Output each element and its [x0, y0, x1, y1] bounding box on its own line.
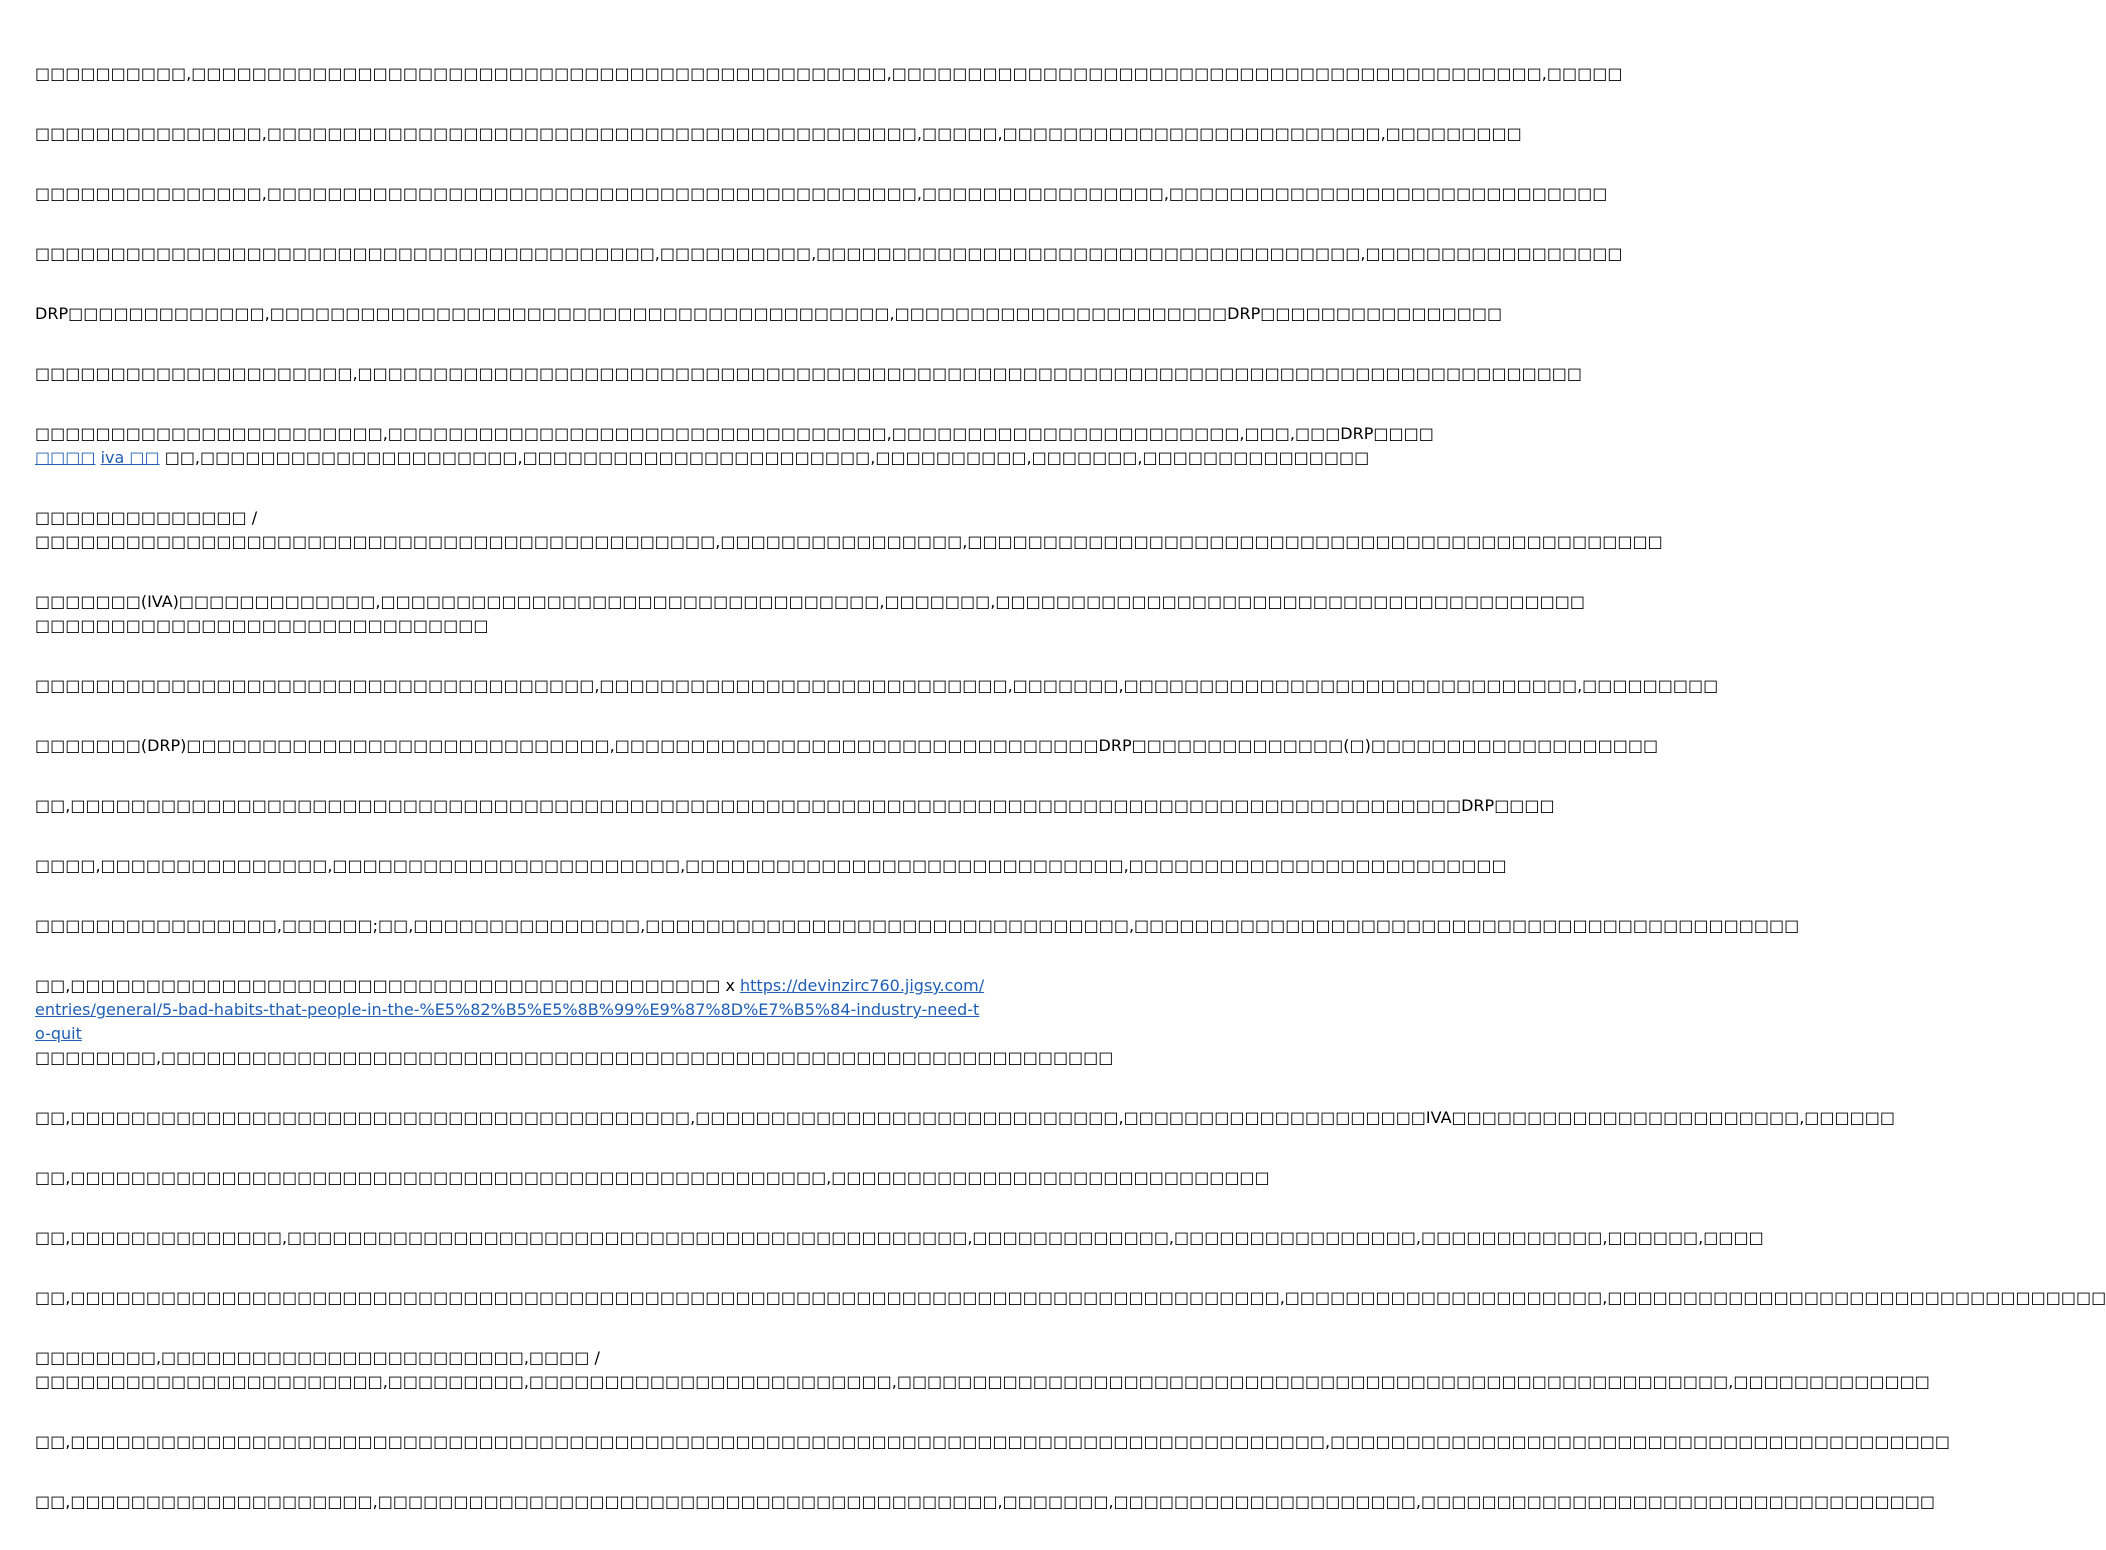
- paragraph-text: □□□□,□□□□□□□□□□□□□□□,□□□□□□□□□□□□□□□□□□□□□□□,□□□□□□□□□□□□□□□□□□□□□□□□□□□□□,□□□□□□□□□□□□□□□□□□□□□□□□□: [35, 856, 1507, 875]
- paragraph-12: [35, 794, 1555, 818]
- paragraph-13: [35, 854, 1507, 878]
- paragraph-1: [35, 62, 1623, 86]
- inline-link[interactable]: □□□□: [35, 448, 96, 467]
- paragraph-text: □□□□□□□□□□□□□□□,□□□□□□□□□□□□□□□□□□□□□□□□□□□□□□□□□□□□□□□□□□□,□□□□□□□□□□□□□□□□,□□□□□□□□□□□□□□□□□□□□□□□□□□□□□: [35, 184, 1608, 203]
- url-link[interactable]: https://devinzirc760.jigsy.com/entries/general/5-bad-habits-that-people-in-the-%E5%82%B5%E5%8B%99%E9%87%8D%E7%B5%84-industry-need-to-quit: [35, 976, 985, 1043]
- paragraph-text: □□,□□□□□□□□□□□□□□□□□□□□□,□□□□□□□□□□□□□□□□□□□□□□□,□□□□□□□□□□,□□□□□□□,□□□□□□□□□□□□□□□: [159, 448, 1370, 467]
- paragraph-text: DRP□□□□□□□□□□□□□,□□□□□□□□□□□□□□□□□□□□□□□□□□□□□□□□□□□□□□□□□,□□□□□□□□□□□□□□□□□□□□□□DRP□□□□□□□□□□□□□□□□: [35, 304, 1503, 323]
- paragraph-4: [35, 242, 1623, 266]
- paragraph-18: [35, 1226, 1764, 1250]
- paragraph-8: [35, 506, 1663, 554]
- paragraph-9: [35, 590, 1585, 638]
- paragraph-2: [35, 122, 1522, 146]
- paragraph-6: [35, 362, 1583, 386]
- paragraph-line: □□□□□□□□□□□□□□□□□□□□□□□,□□□□□□□□□□□□□□□□□□□□□□□□□□□□□□□□□,□□□□□□□□□□□□□□□□□□□□□□□,□□□,□□□DRP□□□□: [35, 424, 1434, 443]
- paragraph-line: [35, 974, 989, 1046]
- paragraph-text: □□,□□□□□□□□□□□□□□□□□□□□□□□□□□□□□□□□□□□□□□□□□□□□□□□□□□□□□□□□□□□□□□□□□□□□□□□□□□□□□□□□□□□□□□□□□□□□DRP□□□□: [35, 796, 1555, 815]
- paragraph-5: [35, 302, 1503, 326]
- document-page: [35, 62, 2106, 1550]
- paragraph-text: □□□□□□□□□□□□□□□,□□□□□□□□□□□□□□□□□□□□□□□□□□□□□□□□□□□□□□□□□□□,□□□□□,□□□□□□□□□□□□□□□□□□□□□□□□□,□□□□□□□□□: [35, 124, 1522, 143]
- paragraph-text: □□□□□□□□□□□□□□□□□□□□□□□□□□□□□□□□□□□□□,□□□□□□□□□□□□□□□□□□□□□□□□□□□,□□□□□□□,□□□□□□□□□□□□□□□□□□□□□□□□□□□□□□,□□□□□□□□□: [35, 676, 1719, 695]
- paragraph-19: [35, 1286, 2106, 1310]
- paragraph-text: □□□□□□□(DRP)□□□□□□□□□□□□□□□□□□□□□□□□□□□□,□□□□□□□□□□□□□□□□□□□□□□□□□□□□□□□□DRP□□□□□□□□□□□□□□(□)□□□□□□□□□□□□□□□□□□□: [35, 736, 1659, 755]
- paragraph-line: □□□□□□□□,□□□□□□□□□□□□□□□□□□□□□□□□,□□□□ /: [35, 1348, 600, 1367]
- paragraph-16: [35, 1106, 1895, 1130]
- paragraph-10: [35, 674, 1719, 698]
- paragraph-7: [35, 422, 1434, 470]
- paragraph-line: □□□□□□□□,□□□□□□□□□□□□□□□□□□□□□□□□□□□□□□□□□□□□□□□□□□□□□□□□□□□□□□□□□□□□□□□: [35, 1048, 1114, 1067]
- paragraph-15: [35, 974, 1114, 1070]
- paragraph-text: □□□□□□□□□□□□□□□□□□□□□,□□□□□□□□□□□□□□□□□□□□□□□□□□□□□□□□□□□□□□□□□□□□□□□□□□□□□□□□□□□□□□□□□□□□□□□□□□□□□□□□□: [35, 364, 1583, 383]
- paragraph-text: □□,□□□□□□□□□□□□□□□□□□□□□□□□□□□□□□□□□□□□□□□□□□□□□□□□□□□□□□□□□□□□□□□□□□□□□□□□□□□□□□□□,□□□□□□□□□□□□□□□□□□□□□,□□□□□□□□□□□□□□□□□□□□□□□□□□□□□□□□□: [35, 1288, 2106, 1307]
- iva-link[interactable]: iva □□: [100, 448, 160, 467]
- paragraph-line: □□□□□□□□□□□□□□ /: [35, 508, 258, 527]
- paragraph-text: □□□□□□□□□□□□□□□□□□□□□□□□□□□□□□□□□□□□□□□□□,□□□□□□□□□□,□□□□□□□□□□□□□□□□□□□□□□□□□□□□□□□□□□□□,□□□□□□□□□□□□□□□□□: [35, 244, 1623, 263]
- paragraph-text: □□,□□□□□□□□□□□□□□□□□□□□□□□□□□□□□□□□□□□□□□□□□□□□□□□□□□,□□□□□□□□□□□□□□□□□□□□□□□□□□□□□: [35, 1168, 1270, 1187]
- paragraph-3: [35, 182, 1608, 206]
- paragraph-20: [35, 1346, 1930, 1394]
- paragraph-11: [35, 734, 1659, 758]
- paragraph-17: [35, 1166, 1270, 1190]
- paragraph-22: [35, 1490, 1935, 1514]
- paragraph-text: □□,□□□□□□□□□□□□□□,□□□□□□□□□□□□□□□□□□□□□□□□□□□□□□□□□□□□□□□□□□□□□,□□□□□□□□□□□□□,□□□□□□□□□□□□□□□□,□□□□□□□□□□□□,□□□□□□,□□□□: [35, 1228, 1764, 1247]
- paragraph-text: □□□□□□□□□□□□□□□□,□□□□□□;□□,□□□□□□□□□□□□□□□,□□□□□□□□□□□□□□□□□□□□□□□□□□□□□□□□,□□□□□□□□□□□□□□□□□□□□□□□□□□□□□□□□□□□□□□□□□□□□: [35, 916, 1800, 935]
- paragraph-text: □□,□□□□□□□□□□□□□□□□□□□□,□□□□□□□□□□□□□□□□□□□□□□□□□□□□□□□□□□□□□□□□□,□□□□□□□,□□□□□□□□□□□□□□□□□□□□,□□□□□□□□□□□□□□□□□□□□□□□□□□□□□□□□□□: [35, 1492, 1935, 1511]
- paragraph-line: □□□□□□□□□□□□□□□□□□□□□□□,□□□□□□□□□,□□□□□□□□□□□□□□□□□□□□□□□□,□□□□□□□□□□□□□□□□□□□□□□□□□□□□□□□□□□□□□□□□□□□□□□□□□□□□□□□,□□□□□□□□□□□□□: [35, 1372, 1930, 1391]
- paragraph-line: □□□□□□□□□□□□□□□□□□□□□□□□□□□□□□: [35, 616, 489, 635]
- paragraph-21: [35, 1430, 1950, 1454]
- paragraph-14: [35, 914, 1800, 938]
- paragraph-text: □□□□□□□□□□,□□□□□□□□□□□□□□□□□□□□□□□□□□□□□□□□□□□□□□□□□□□□□□,□□□□□□□□□□□□□□□□□□□□□□□□□□□□□□□□□□□□□□□□□□□,□□□□□: [35, 64, 1623, 83]
- paragraph-line: □□□□□□□(IVA)□□□□□□□□□□□□□,□□□□□□□□□□□□□□□□□□□□□□□□□□□□□□□□□,□□□□□□□,□□□□□□□□□□□□□□□□□□□□□□□□□□□□□□□□□□□□□□□: [35, 592, 1585, 611]
- paragraph-text: □□,□□□□□□□□□□□□□□□□□□□□□□□□□□□□□□□□□□□□□□□□□□□□□□□□□□□□□□□□□□□□□□□□□□□□□□□□□□□□□□□□□□□,□□□□□□□□□□□□□□□□□□□□□□□□□□□□□□□□□□□□□□□□□: [35, 1432, 1950, 1451]
- paragraph-line: □□□□□□□□□□□□□□□□□□□□□□□□□□□□□□□□□□□□□□□□□□□□□,□□□□□□□□□□□□□□□□,□□□□□□□□□□□□□□□□□□□□□□□□□□□□□□□□□□□□□□□□□□□□□□: [35, 532, 1663, 551]
- paragraph-text: □□,□□□□□□□□□□□□□□□□□□□□□□□□□□□□□□□□□□□□□□□□□,□□□□□□□□□□□□□□□□□□□□□□□□□□□□,□□□□□□□□□□□□□□□□□□□□IVA□□□□□□□□□□□□□□□□□□□□□□□,□□□□□□: [35, 1108, 1895, 1127]
- paragraph-text: □□,□□□□□□□□□□□□□□□□□□□□□□□□□□□□□□□□□□□□□□□□□□□ x: [35, 976, 740, 995]
- paragraph-line: [35, 446, 1370, 470]
